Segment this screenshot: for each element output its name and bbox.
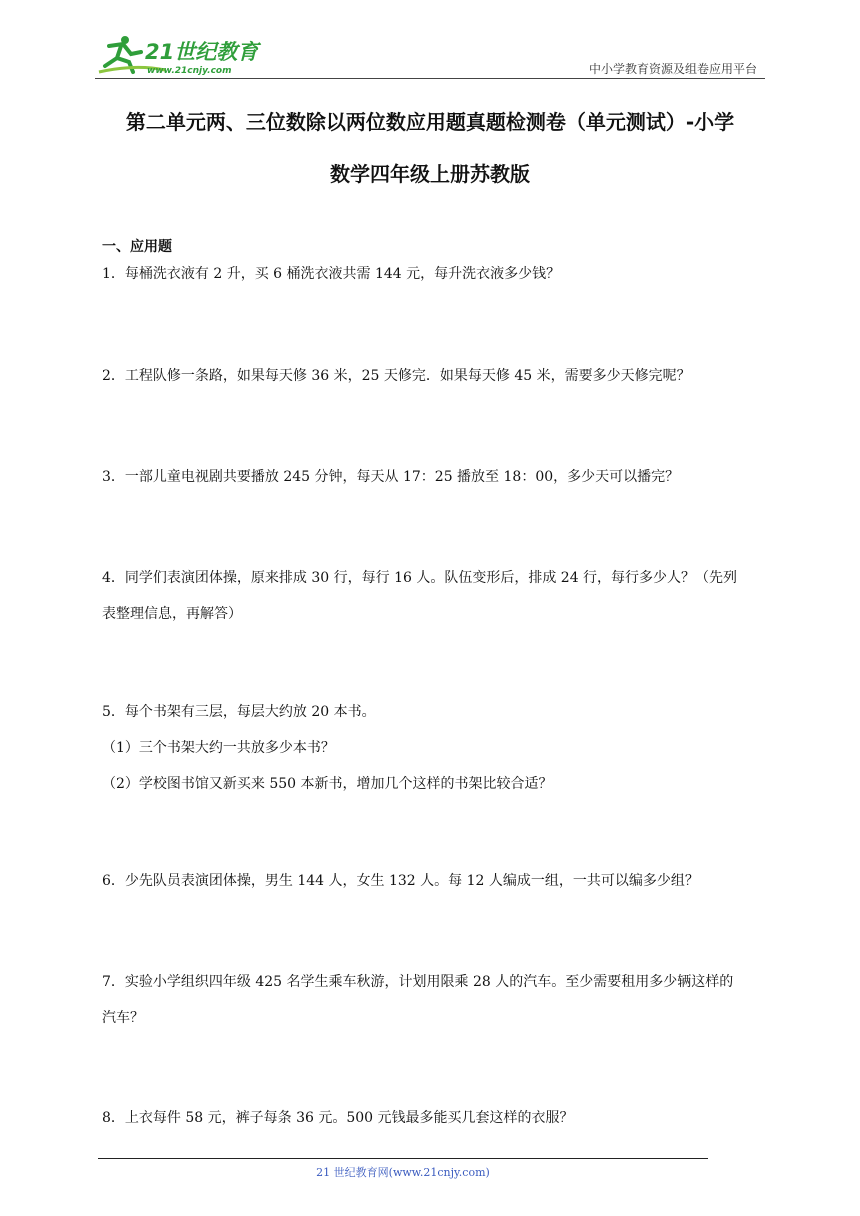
question-6 [102,863,762,899]
question-line: 2．工程队修一条路，如果每天修 36 米，25 天修完．如果每天修 45 米，需要多少天修完呢？ [102,368,691,384]
footer-link[interactable]: 21 世纪教育网(www.21cnjy.com) [316,1166,490,1179]
question-line: 表整理信息，再解答） [102,606,242,622]
question-line: 7．实验小学组织四年级 425 名学生乘车秋游，计划用限乘 28 人的汽车。至少需要租用多少辆这样的 [102,974,734,990]
question-8 [102,1100,762,1136]
question-subline: （2）学校图书馆又新买来 550 本新书，增加几个这样的书架比较合适？ [102,776,553,792]
header-divider [95,78,765,79]
question-1 [102,256,762,292]
title-line-2: 数学四年级上册苏教版 [330,162,530,186]
question-subline: （1）三个书架大约一共放多少本书？ [102,740,335,756]
question-line: 4．同学们表演团体操，原来排成 30 行，每行 16 人。队伍变形后，排成 24 行，每行多少人？（先列 [102,570,738,586]
logo-url: www.21cnjy.com [147,66,232,76]
question-line: 3．一部儿童电视剧共要播放 245 分钟，每天从 17：25 播放至 18：00，多少天可以播完？ [102,469,680,485]
title-line-1: 第二单元两、三位数除以两位数应用题真题检测卷（单元测试）-小学 [125,110,735,134]
question-2 [102,358,762,394]
site-name: 中小学教育资源及组卷应用平台 [588,62,757,76]
question-5 [102,694,762,802]
question-4 [102,560,762,632]
site-logo[interactable] [95,34,285,76]
question-3 [102,459,762,495]
question-line: 1．每桶洗衣液有 2 升，买 6 桶洗衣液共需 144 元，每升洗衣液多少钱？ [102,266,561,282]
page-header [95,30,765,80]
logo-text: 21世纪教育 [145,40,259,64]
logo-graphic [95,34,285,76]
question-line: 汽车？ [102,1010,144,1026]
page-title [95,96,765,200]
section-heading: 一、应用题 [102,239,172,255]
footer-divider [98,1158,708,1159]
question-line: 6．少先队员表演团体操，男生 144 人，女生 132 人。每 12 人编成一组，一共可以编多少组？ [102,873,699,889]
question-7 [102,964,762,1036]
question-line: 8．上衣每件 58 元，裤子每条 36 元。500 元钱最多能买几套这样的衣服？ [102,1110,574,1126]
question-line: 5．每个书架有三层，每层大约放 20 本书。 [102,704,376,720]
